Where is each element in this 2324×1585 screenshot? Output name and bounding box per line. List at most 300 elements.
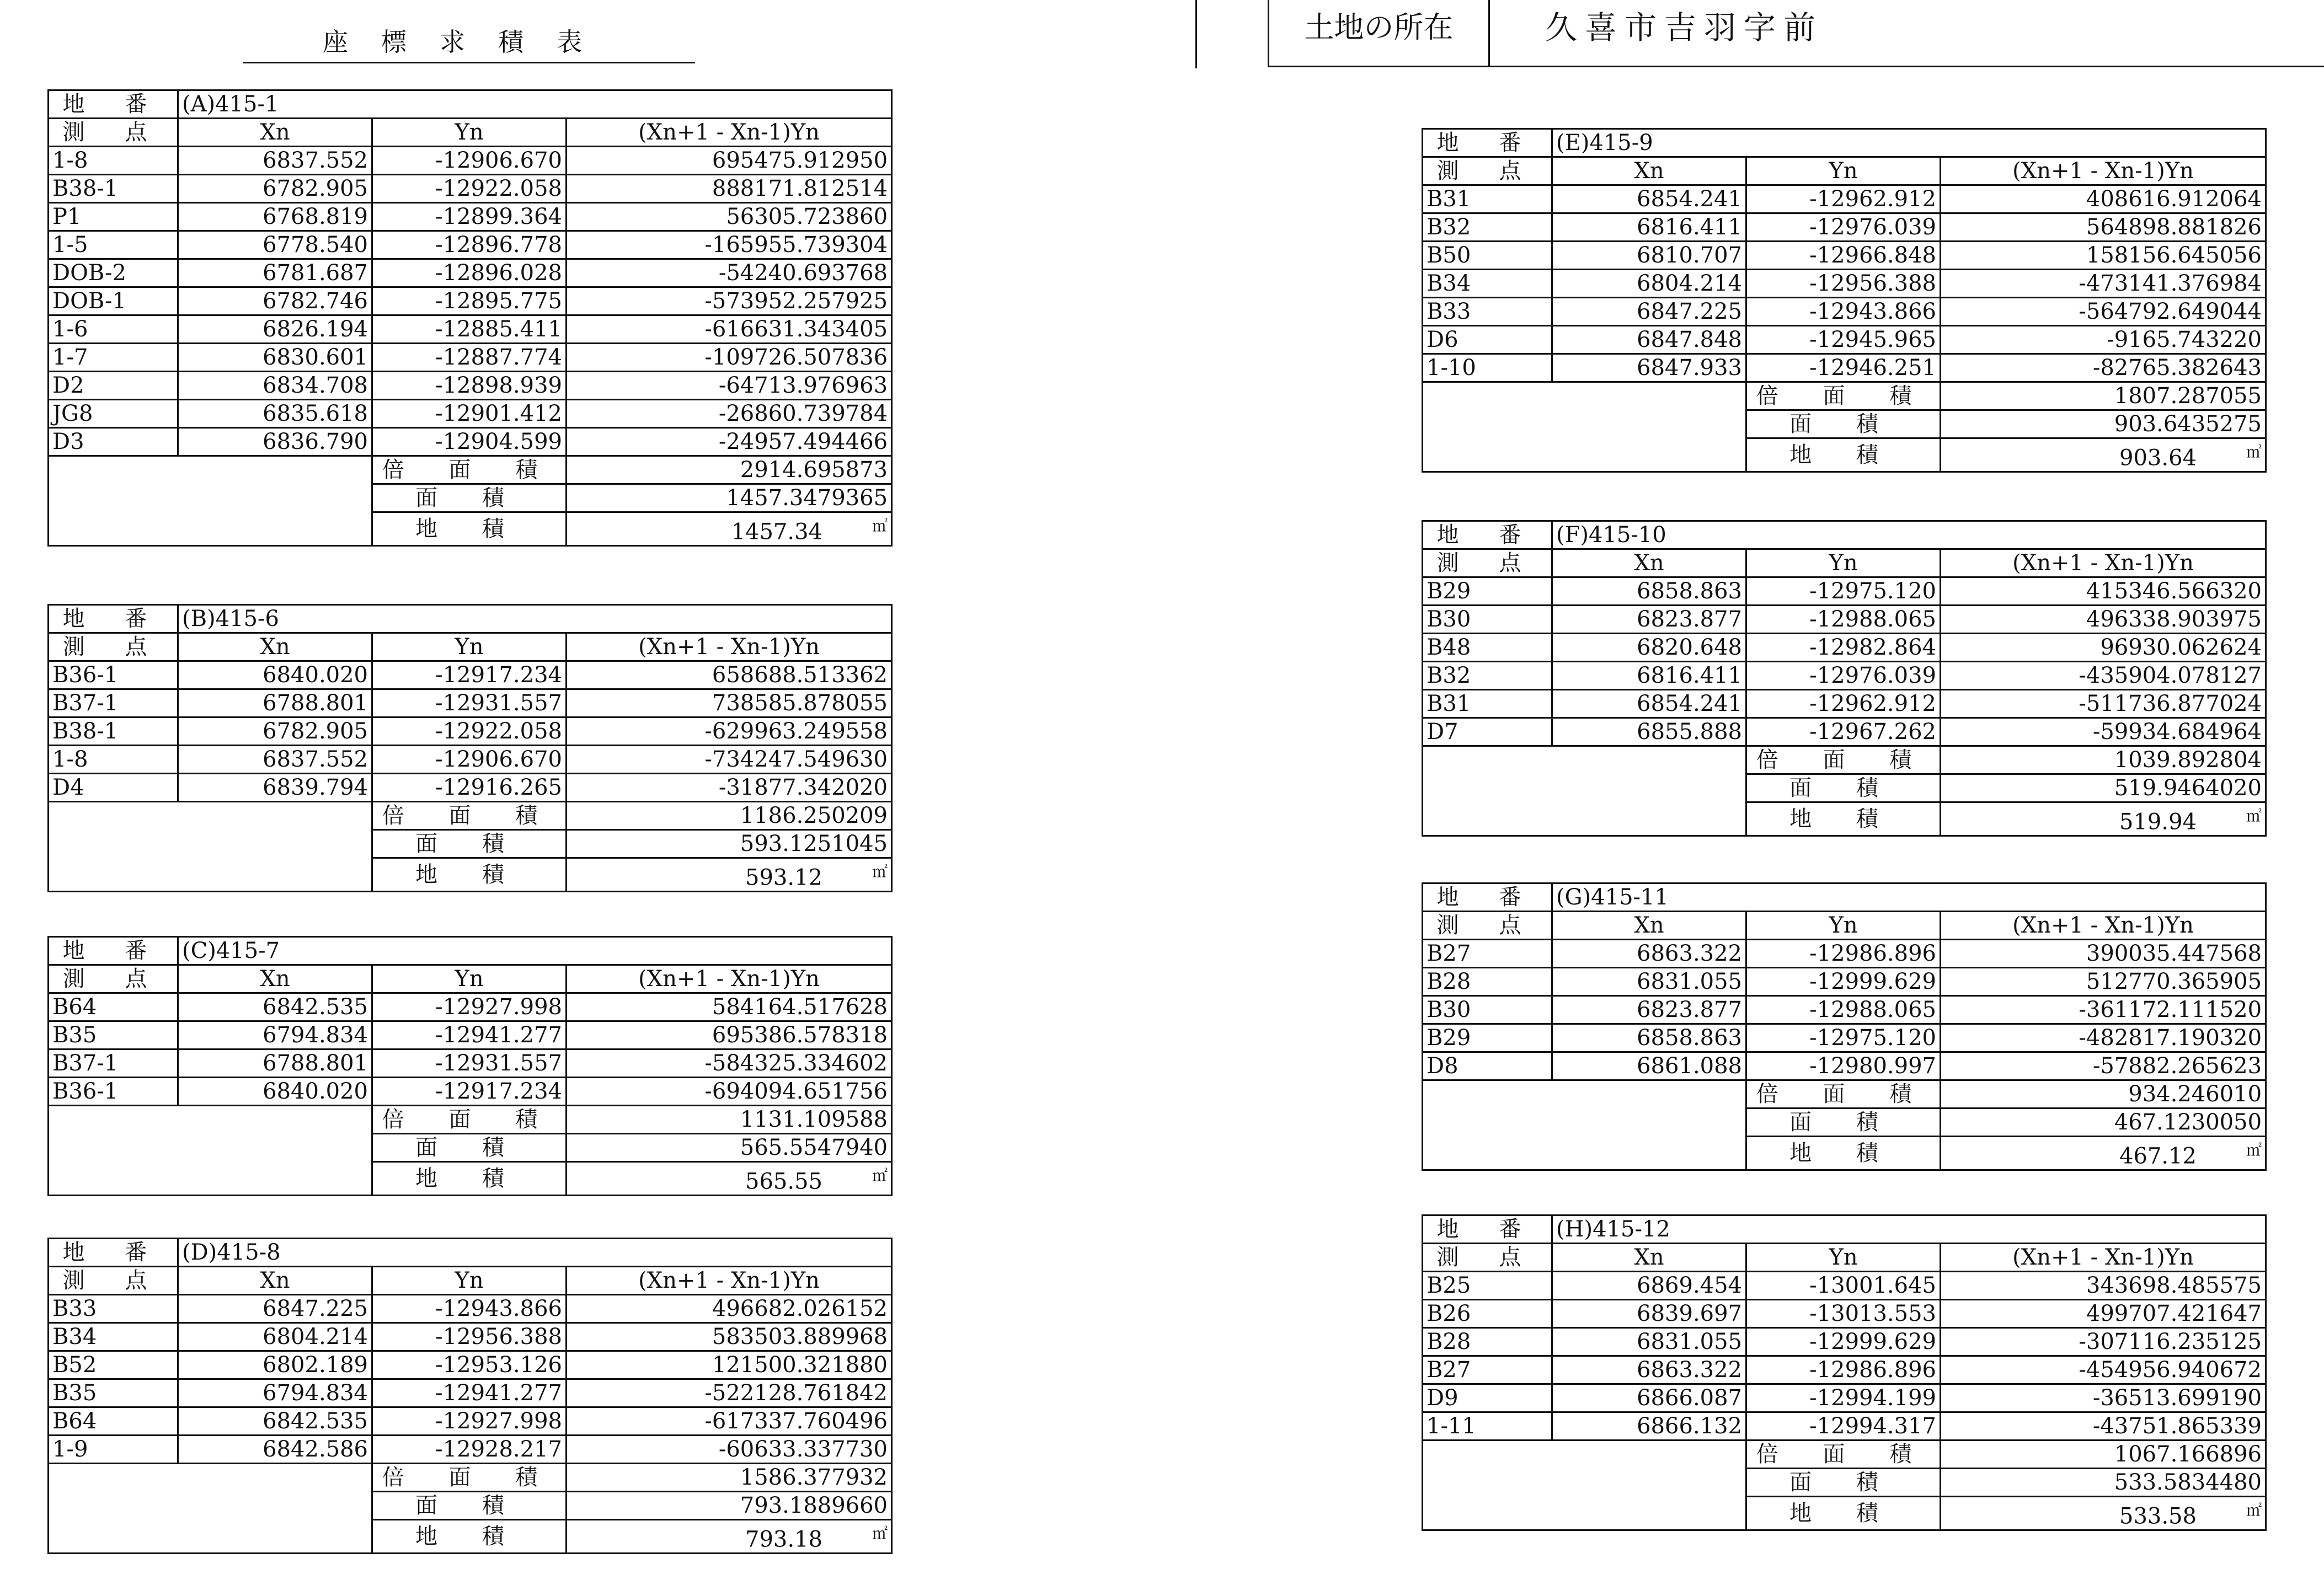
yn-header: Yn: [1746, 549, 1941, 577]
yn-value: -12953.126: [372, 1351, 567, 1379]
xn-value: 6847.848: [1552, 326, 1746, 354]
coordinate-table-h: [1422, 1214, 2267, 1531]
yn-value: -12896.028: [372, 259, 567, 287]
point-name: DOB-2: [49, 259, 178, 287]
xn-header: Xn: [178, 1267, 372, 1295]
xn-value: 6869.454: [1552, 1272, 1746, 1300]
point-label: 測 点: [1423, 549, 1552, 577]
xn-value: 6837.552: [178, 746, 372, 774]
double-area-row: [1423, 1441, 2266, 1469]
point-name: B33: [1423, 298, 1552, 326]
location-label: 土地の所在: [1269, 0, 1490, 66]
product-value: -435904.078127: [1941, 662, 2266, 690]
double-area-row: [49, 1464, 892, 1492]
double-area-label: 倍 面 積: [372, 802, 567, 830]
coordinate-table-b: [47, 604, 893, 892]
point-name: B38-1: [49, 717, 178, 746]
area-label: 面 積: [372, 830, 567, 858]
double-area-number: 1131.109588: [740, 1107, 888, 1132]
parcel-row: [1423, 129, 2266, 157]
xn-value: 6820.648: [1552, 634, 1746, 662]
column-header-row: [1423, 549, 2266, 577]
yn-value: -12917.234: [372, 1078, 567, 1106]
parcel-row: [1423, 521, 2266, 549]
parcel-value: (B)415-6: [178, 605, 892, 633]
yn-value: -12967.262: [1746, 718, 1941, 746]
product-value: -564792.649044: [1941, 298, 2266, 326]
yn-value: -12999.629: [1746, 968, 1941, 996]
formula-header: (Xn+1 - Xn-1)Yn: [1941, 157, 2266, 185]
yn-value: -12906.670: [372, 746, 567, 774]
parcel-row: [1423, 883, 2266, 912]
yn-value: -12986.896: [1746, 1356, 1941, 1384]
product-value: -454956.940672: [1941, 1356, 2266, 1384]
product-value: 496338.903975: [1941, 606, 2266, 634]
blank-cell: [1423, 1080, 1746, 1170]
double-area-value: [567, 1464, 892, 1492]
xn-value: 6836.790: [178, 428, 372, 456]
yn-value: -12945.965: [1746, 326, 1941, 354]
point-name: B36-1: [49, 661, 178, 689]
xn-value: 6855.888: [1552, 718, 1746, 746]
table-row: [49, 1021, 892, 1049]
product-value: 738585.878055: [567, 689, 892, 717]
point-name: B29: [1423, 577, 1552, 606]
point-name: DOB-1: [49, 287, 178, 315]
double-area-value: [1941, 1080, 2266, 1109]
area-label: 面 積: [372, 1492, 567, 1520]
area-value: [567, 830, 892, 858]
table-row: [1423, 270, 2266, 298]
parcel-label: 地 番: [1423, 883, 1552, 912]
land-area-label: 地 積: [1746, 1497, 1941, 1530]
product-value: -629963.249558: [567, 717, 892, 746]
product-value: -511736.877024: [1941, 690, 2266, 718]
area-number: 593.1251045: [740, 831, 888, 856]
area-number: 533.5834480: [2114, 1470, 2262, 1495]
yn-header: Yn: [1746, 1244, 1941, 1272]
xn-header: Xn: [178, 965, 372, 993]
xn-value: 6810.707: [1552, 242, 1746, 270]
location-value: 久喜市吉羽字前: [1545, 9, 1824, 46]
point-name: B37-1: [49, 1049, 178, 1078]
xn-value: 6847.225: [178, 1295, 372, 1323]
table-row: [1423, 690, 2266, 718]
point-name: B29: [1423, 1024, 1552, 1052]
point-name: B30: [1423, 606, 1552, 634]
table-row: [49, 1407, 892, 1436]
table-row: [1423, 1384, 2266, 1412]
table-row: [49, 147, 892, 175]
unit-label: ㎡: [2246, 807, 2262, 825]
land-area-value: [1941, 1137, 2266, 1170]
product-value: 564898.881826: [1941, 213, 2266, 242]
point-name: B64: [49, 993, 178, 1021]
yn-value: -12941.277: [372, 1379, 567, 1407]
point-name: B34: [49, 1323, 178, 1351]
parcel-row: [1423, 1215, 2266, 1244]
product-value: -82765.382643: [1941, 354, 2266, 382]
land-area-number: 519.94: [2119, 809, 2197, 835]
xn-value: 6863.322: [1552, 940, 1746, 968]
table-row: [1423, 1272, 2266, 1300]
product-value: -54240.693768: [567, 259, 892, 287]
column-header-row: [49, 633, 892, 661]
yn-value: -12917.234: [372, 661, 567, 689]
point-name: B35: [49, 1379, 178, 1407]
blank-cell: [49, 1106, 372, 1196]
table-row: [1423, 577, 2266, 606]
point-name: B33: [49, 1295, 178, 1323]
product-value: 390035.447568: [1941, 940, 2266, 968]
yn-value: -12901.412: [372, 400, 567, 428]
product-value: 584164.517628: [567, 993, 892, 1021]
xn-value: 6837.552: [178, 147, 372, 175]
double-area-label: 倍 面 積: [372, 1106, 567, 1134]
yn-value: -12999.629: [1746, 1328, 1941, 1356]
point-name: B37-1: [49, 689, 178, 717]
xn-value: 6794.834: [178, 1379, 372, 1407]
point-name: B28: [1423, 968, 1552, 996]
land-area-value: [567, 858, 892, 892]
table-row: [49, 661, 892, 689]
point-name: B27: [1423, 940, 1552, 968]
double-area-row: [49, 1106, 892, 1134]
column-header-row: [49, 119, 892, 147]
product-value: -26860.739784: [567, 400, 892, 428]
yn-value: -12898.939: [372, 372, 567, 400]
point-name: 1-10: [1423, 354, 1552, 382]
product-value: 695475.912950: [567, 147, 892, 175]
parcel-value: (E)415-9: [1552, 129, 2266, 157]
point-name: 1-5: [49, 231, 178, 259]
product-value: 512770.365905: [1941, 968, 2266, 996]
table-row: [1423, 1328, 2266, 1356]
parcel-value: (D)415-8: [178, 1239, 892, 1267]
unit-label: ㎡: [872, 517, 888, 535]
xn-value: 6863.322: [1552, 1356, 1746, 1384]
product-value: -307116.235125: [1941, 1328, 2266, 1356]
product-value: 888171.812514: [567, 175, 892, 203]
area-label: 面 積: [1746, 410, 1941, 438]
parcel-row: [49, 937, 892, 965]
table-row: [49, 1436, 892, 1464]
yn-value: -12941.277: [372, 1021, 567, 1049]
unit-label: ㎡: [2246, 1501, 2262, 1519]
formula-header: (Xn+1 - Xn-1)Yn: [567, 633, 892, 661]
table-row: [1423, 606, 2266, 634]
product-value: 96930.062624: [1941, 634, 2266, 662]
double-area-row: [49, 802, 892, 830]
product-value: -734247.549630: [567, 746, 892, 774]
land-area-number: 903.64: [2119, 445, 2197, 471]
point-name: D9: [1423, 1384, 1552, 1412]
land-area-value: [567, 1162, 892, 1196]
land-area-label: 地 積: [372, 858, 567, 892]
point-name: P1: [49, 203, 178, 231]
point-name: 1-7: [49, 344, 178, 372]
point-name: D2: [49, 372, 178, 400]
yn-value: -12922.058: [372, 175, 567, 203]
product-value: -59934.684964: [1941, 718, 2266, 746]
xn-value: 6802.189: [178, 1351, 372, 1379]
double-area-value: [1941, 746, 2266, 774]
point-label: 測 点: [1423, 1244, 1552, 1272]
product-value: -617337.760496: [567, 1407, 892, 1436]
parcel-label: 地 番: [1423, 129, 1552, 157]
yn-value: -12975.120: [1746, 1024, 1941, 1052]
point-name: B26: [1423, 1300, 1552, 1328]
table-row: [49, 1295, 892, 1323]
double-area-number: 1186.250209: [740, 803, 888, 828]
formula-header: (Xn+1 - Xn-1)Yn: [1941, 912, 2266, 940]
xn-value: 6831.055: [1552, 968, 1746, 996]
parcel-label: 地 番: [1423, 521, 1552, 549]
table-row: [1423, 242, 2266, 270]
parcel-value: (A)415-1: [178, 90, 892, 119]
formula-header: (Xn+1 - Xn-1)Yn: [567, 1267, 892, 1295]
product-value: -31877.342020: [567, 774, 892, 802]
point-name: JG8: [49, 400, 178, 428]
parcel-row: [49, 605, 892, 633]
point-label: 測 点: [49, 965, 178, 993]
land-area-number: 533.58: [2119, 1503, 2197, 1529]
point-name: B52: [49, 1351, 178, 1379]
yn-value: -12980.997: [1746, 1052, 1941, 1080]
xn-value: 6854.241: [1552, 690, 1746, 718]
xn-value: 6830.601: [178, 344, 372, 372]
formula-header: (Xn+1 - Xn-1)Yn: [1941, 549, 2266, 577]
yn-value: -12943.866: [1746, 298, 1941, 326]
coordinate-table-d: [47, 1238, 893, 1554]
double-area-value: [567, 456, 892, 484]
formula-header: (Xn+1 - Xn-1)Yn: [1941, 1244, 2266, 1272]
yn-value: -12962.912: [1746, 185, 1941, 213]
point-name: B30: [1423, 996, 1552, 1024]
area-label: 面 積: [1746, 1469, 1941, 1497]
point-name: 1-11: [1423, 1412, 1552, 1441]
table-row: [49, 287, 892, 315]
xn-value: 6847.933: [1552, 354, 1746, 382]
double-area-label: 倍 面 積: [372, 1464, 567, 1492]
point-label: 測 点: [49, 119, 178, 147]
area-number: 467.1230050: [2114, 1110, 2262, 1135]
yn-value: -12994.199: [1746, 1384, 1941, 1412]
unit-label: ㎡: [2246, 443, 2262, 461]
land-area-label: 地 積: [372, 512, 567, 546]
land-area-value: [1941, 802, 2266, 836]
xn-value: 6840.020: [178, 1078, 372, 1106]
table-row: [49, 175, 892, 203]
xn-value: 6804.214: [1552, 270, 1746, 298]
parcel-value: (H)415-12: [1552, 1215, 2266, 1244]
table-row: [49, 1351, 892, 1379]
parcel-value: (F)415-10: [1552, 521, 2266, 549]
table-row: [49, 774, 892, 802]
yn-value: -12931.557: [372, 1049, 567, 1078]
table-row: [49, 746, 892, 774]
land-area-number: 593.12: [745, 865, 822, 891]
land-area-number: 793.18: [745, 1527, 822, 1552]
table-row: [49, 372, 892, 400]
coordinate-table-c: [47, 936, 893, 1196]
land-area-label: 地 積: [372, 1520, 567, 1554]
land-area-number: 565.55: [745, 1169, 822, 1195]
location-box: [1268, 0, 2324, 67]
yn-value: -12885.411: [372, 315, 567, 344]
double-area-number: 1586.377932: [740, 1465, 888, 1490]
product-value: 121500.321880: [567, 1351, 892, 1379]
yn-header: Yn: [372, 633, 567, 661]
product-value: -60633.337730: [567, 1436, 892, 1464]
xn-value: 6858.863: [1552, 577, 1746, 606]
xn-value: 6858.863: [1552, 1024, 1746, 1052]
point-label: 測 点: [1423, 157, 1552, 185]
xn-value: 6842.535: [178, 993, 372, 1021]
point-label: 測 点: [1423, 912, 1552, 940]
yn-value: -12956.388: [372, 1323, 567, 1351]
xn-value: 6866.132: [1552, 1412, 1746, 1441]
area-number: 1457.3479365: [726, 485, 888, 511]
product-value: -57882.265623: [1941, 1052, 2266, 1080]
xn-value: 6839.697: [1552, 1300, 1746, 1328]
xn-value: 6788.801: [178, 689, 372, 717]
product-value: 695386.578318: [567, 1021, 892, 1049]
product-value: -64713.976963: [567, 372, 892, 400]
column-header-row: [49, 1267, 892, 1295]
point-name: D7: [1423, 718, 1552, 746]
table-row: [49, 1049, 892, 1078]
yn-value: -12986.896: [1746, 940, 1941, 968]
table-row: [1423, 326, 2266, 354]
product-value: 158156.645056: [1941, 242, 2266, 270]
area-label: 面 積: [1746, 1109, 1941, 1137]
parcel-row: [49, 1239, 892, 1267]
unit-label: ㎡: [872, 1166, 888, 1185]
double-area-value: [1941, 1441, 2266, 1469]
xn-header: Xn: [178, 119, 372, 147]
formula-header: (Xn+1 - Xn-1)Yn: [567, 119, 892, 147]
double-area-number: 1039.892804: [2114, 747, 2262, 773]
area-label: 面 積: [372, 1134, 567, 1162]
xn-header: Xn: [178, 633, 372, 661]
table-row: [1423, 1356, 2266, 1384]
yn-value: -12946.251: [1746, 354, 1941, 382]
xn-value: 6842.586: [178, 1436, 372, 1464]
product-value: -694094.651756: [567, 1078, 892, 1106]
product-value: -36513.699190: [1941, 1384, 2266, 1412]
table-row: [1423, 1412, 2266, 1441]
area-number: 903.6435275: [2114, 411, 2262, 437]
product-value: -43751.865339: [1941, 1412, 2266, 1441]
blank-cell: [49, 802, 372, 892]
product-value: 343698.485575: [1941, 1272, 2266, 1300]
yn-value: -12928.217: [372, 1436, 567, 1464]
table-row: [49, 1379, 892, 1407]
table-row: [49, 231, 892, 259]
product-value: 408616.912064: [1941, 185, 2266, 213]
area-value: [1941, 410, 2266, 438]
xn-value: 6816.411: [1552, 662, 1746, 690]
product-value: 415346.566320: [1941, 577, 2266, 606]
point-name: D4: [49, 774, 178, 802]
double-area-row: [49, 456, 892, 484]
table-row: [1423, 968, 2266, 996]
point-name: B31: [1423, 185, 1552, 213]
yn-header: Yn: [372, 1267, 567, 1295]
xn-value: 6794.834: [178, 1021, 372, 1049]
point-label: 測 点: [49, 1267, 178, 1295]
divider-line: [1195, 0, 1197, 68]
blank-cell: [1423, 382, 1746, 472]
point-name: 1-9: [49, 1436, 178, 1464]
yn-value: -12906.670: [372, 147, 567, 175]
yn-value: -12916.265: [372, 774, 567, 802]
table-row: [1423, 1024, 2266, 1052]
yn-value: -12899.364: [372, 203, 567, 231]
table-row: [1423, 213, 2266, 242]
unit-label: ㎡: [872, 1524, 888, 1543]
table-row: [1423, 996, 2266, 1024]
land-area-number: 1457.34: [731, 519, 822, 545]
xn-value: 6823.877: [1552, 996, 1746, 1024]
parcel-value: (C)415-7: [178, 937, 892, 965]
double-area-row: [1423, 1080, 2266, 1109]
area-value: [567, 1134, 892, 1162]
table-row: [49, 717, 892, 746]
table-row: [49, 259, 892, 287]
table-row: [1423, 354, 2266, 382]
table-row: [1423, 634, 2266, 662]
column-header-row: [1423, 157, 2266, 185]
area-value: [567, 484, 892, 512]
yn-value: -12976.039: [1746, 213, 1941, 242]
land-area-value: [567, 512, 892, 546]
blank-cell: [49, 1464, 372, 1554]
xn-value: 6835.618: [178, 400, 372, 428]
land-area-label: 地 積: [1746, 438, 1941, 472]
land-area-label: 地 積: [372, 1162, 567, 1196]
xn-value: 6804.214: [178, 1323, 372, 1351]
xn-header: Xn: [1552, 912, 1746, 940]
yn-value: -13001.645: [1746, 1272, 1941, 1300]
point-name: D8: [1423, 1052, 1552, 1080]
double-area-number: 1067.166896: [2114, 1442, 2262, 1467]
table-row: [49, 344, 892, 372]
point-name: 1-8: [49, 147, 178, 175]
table-row: [1423, 1300, 2266, 1328]
area-value: [567, 1492, 892, 1520]
point-name: B32: [1423, 662, 1552, 690]
coordinate-table-e: [1422, 128, 2267, 473]
area-value: [1941, 1109, 2266, 1137]
xn-value: 6866.087: [1552, 1384, 1746, 1412]
land-area-label: 地 積: [1746, 802, 1941, 836]
column-header-row: [1423, 1244, 2266, 1272]
area-label: 面 積: [1746, 774, 1941, 802]
point-label: 測 点: [49, 633, 178, 661]
parcel-label: 地 番: [1423, 1215, 1552, 1244]
table-row: [49, 1323, 892, 1351]
point-name: B28: [1423, 1328, 1552, 1356]
table-row: [1423, 185, 2266, 213]
double-area-label: 倍 面 積: [1746, 746, 1941, 774]
xn-value: 6826.194: [178, 315, 372, 344]
point-name: 1-6: [49, 315, 178, 344]
point-name: B64: [49, 1407, 178, 1436]
xn-value: 6782.905: [178, 717, 372, 746]
product-value: -616631.343405: [567, 315, 892, 344]
